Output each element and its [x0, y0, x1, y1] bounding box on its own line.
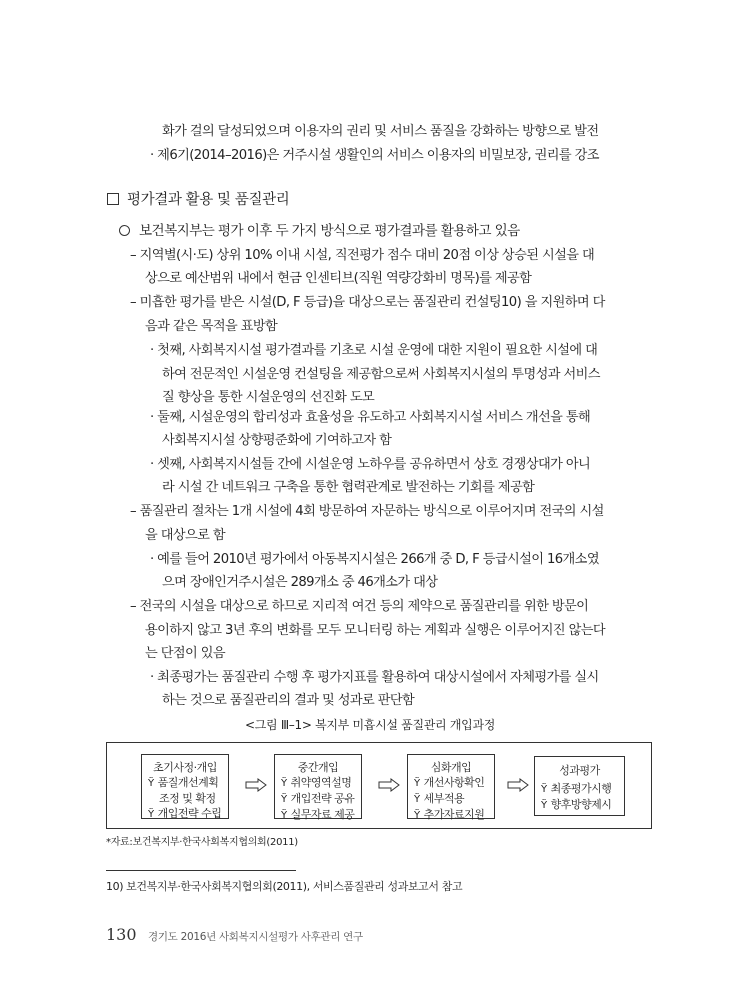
- bullet-mark-icon: Ÿ: [414, 778, 420, 789]
- list-item: 라 시설 간 네트워크 구축을 통한 협력관계로 발전하는 기회를 제공함: [162, 480, 535, 495]
- stage-deep: [407, 754, 495, 819]
- list-item: 음과 같은 목적을 표방함: [145, 319, 278, 334]
- stage-title: 심화개입: [430, 761, 472, 774]
- list-item: · 셋째, 사회복지시설들 간에 시설운영 노하우를 공유하면서 상호 경쟁상대가 아니: [150, 457, 591, 472]
- right-arrow-icon: [378, 778, 400, 792]
- bullet-mark-icon: Ÿ: [281, 794, 287, 805]
- bullet-mark-icon: Ÿ: [148, 778, 154, 789]
- body-line: 화가 걸의 달성되었으며 이용자의 권리 및 서비스 품질을 강화하는 방향으로 발전: [162, 124, 599, 139]
- bullet-mark-icon: Ÿ: [414, 794, 420, 805]
- figure-caption: <그림 Ⅲ–1> 복지부 미흡시설 품질관리 개입과정: [244, 718, 496, 732]
- bullet-mark-icon: Ÿ: [541, 800, 547, 811]
- stage-title: 성과평가: [559, 764, 600, 777]
- bullet-mark-icon: Ÿ: [541, 784, 547, 795]
- stage-item: Ÿ 취약영역설명: [281, 776, 352, 789]
- list-item: – 미흡한 평가를 받은 시설(D, F 등급)을 대상으로는 품질관리 컨설팅10) 을 지원하며 다: [130, 295, 605, 310]
- list-item: 하여 전문적인 시설운영 컨설팅을 제공함으로써 사회복지시설의 투명성과 서비스: [162, 367, 600, 382]
- stage-item: Ÿ 향후방향제시: [541, 798, 612, 811]
- figure-source: *자료:보건복지부·한국사회복지협의회(2011): [106, 837, 298, 848]
- list-item: · 최종평가는 품질관리 수행 후 평가지표를 활용하여 대상시설에서 자체평가를 실시: [150, 670, 599, 685]
- list-item: · 예를 들어 2010년 평가에서 아동복지시설은 266개 중 D, F 등급시설이 16개소였: [150, 552, 599, 567]
- bullet-mark-icon: Ÿ: [414, 810, 420, 821]
- stage-item: Ÿ 추가자료지원: [414, 808, 485, 821]
- circle-bullet-icon: [119, 225, 130, 236]
- page-number: 130: [106, 925, 137, 944]
- list-item: 는 단점이 있음: [145, 646, 226, 661]
- bullet-mark-icon: Ÿ: [281, 810, 287, 821]
- stage-title: 중간개입: [297, 761, 339, 774]
- process-diagram: [106, 742, 652, 829]
- stage-item: Ÿ 개선사항확인: [414, 776, 485, 789]
- stage-item: Ÿ 개입전략 수립: [148, 807, 222, 820]
- stage-middle: [274, 754, 362, 819]
- stage-title: 초기사정·개입: [153, 761, 217, 774]
- right-arrow-icon: [245, 778, 267, 792]
- footnote: 10) 보건복지부·한국사회복지협의회(2011), 서비스품질관리 성과보고서 참고: [106, 880, 463, 893]
- stage-initial: [141, 754, 229, 819]
- sub-title: 보건복지부는 평가 이후 두 가지 방식으로 평가결과를 활용하고 있음: [139, 223, 520, 239]
- square-bullet-icon: [107, 193, 119, 205]
- right-arrow-icon: [507, 778, 529, 792]
- stage-evaluation: [534, 756, 625, 816]
- list-item: 상으로 예산범위 내에서 현금 인센티브(직원 역량강화비 명목)를 제공함: [145, 271, 532, 286]
- stage-item: Ÿ 세부적용: [414, 792, 465, 805]
- stage-item: 조정 및 확정: [159, 792, 216, 805]
- list-item: 을 대상으로 함: [145, 528, 226, 543]
- section-heading: [107, 190, 289, 210]
- subheading: [119, 222, 520, 240]
- footnote-divider: [106, 870, 296, 871]
- list-item: – 지역별(시·도) 상위 10% 이내 시설, 직전평가 점수 대비 20점 이상 상승된 시설을 대: [130, 248, 595, 263]
- list-item: 용이하지 않고 3년 후의 변화를 모두 모니터링 하는 계획과 실행은 이루어지진 않는다: [145, 623, 606, 638]
- list-item: · 첫째, 사회복지시설 평가결과를 기초로 시설 운영에 대한 지원이 필요한 시설에 대: [150, 343, 598, 358]
- list-item: 으며 장애인거주시설은 289개소 중 46개소가 대상: [162, 575, 438, 590]
- stage-item: Ÿ 개입전략 공유: [281, 792, 355, 805]
- stage-item: Ÿ 품질개선계획: [148, 776, 219, 789]
- body-line: · 제6기(2014–2016)은 거주시설 생활인의 서비스 이용자의 비밀보장, 권리를 강조: [150, 148, 599, 163]
- section-title: 평가결과 활용 및 품질관리: [127, 192, 290, 208]
- bullet-mark-icon: Ÿ: [281, 778, 287, 789]
- stage-item: Ÿ 실무자료 제공: [281, 808, 355, 821]
- bullet-mark-icon: Ÿ: [148, 809, 154, 820]
- list-item: 질 향상을 통한 시설운영의 선진화 도모: [162, 390, 375, 405]
- list-item: – 전국의 시설을 대상으로 하므로 지리적 여건 등의 제약으로 품질관리를 위한 방문이: [130, 599, 589, 614]
- list-item: 하는 것으로 품질관리의 결과 및 성과로 판단함: [162, 693, 415, 708]
- running-title: 경기도 2016년 사회복지시설평가 사후관리 연구: [148, 931, 363, 943]
- list-item: 사회복지시설 상향평준화에 기여하고자 함: [162, 433, 392, 448]
- list-item: · 둘째, 시설운영의 합리성과 효율성을 유도하고 사회복지시설 서비스 개선을 통해: [150, 410, 591, 425]
- list-item: – 품질관리 절차는 1개 시설에 4회 방문하여 자문하는 방식으로 이루어지며 전국의 시설: [130, 504, 604, 519]
- stage-item: Ÿ 최종평가시행: [541, 782, 612, 795]
